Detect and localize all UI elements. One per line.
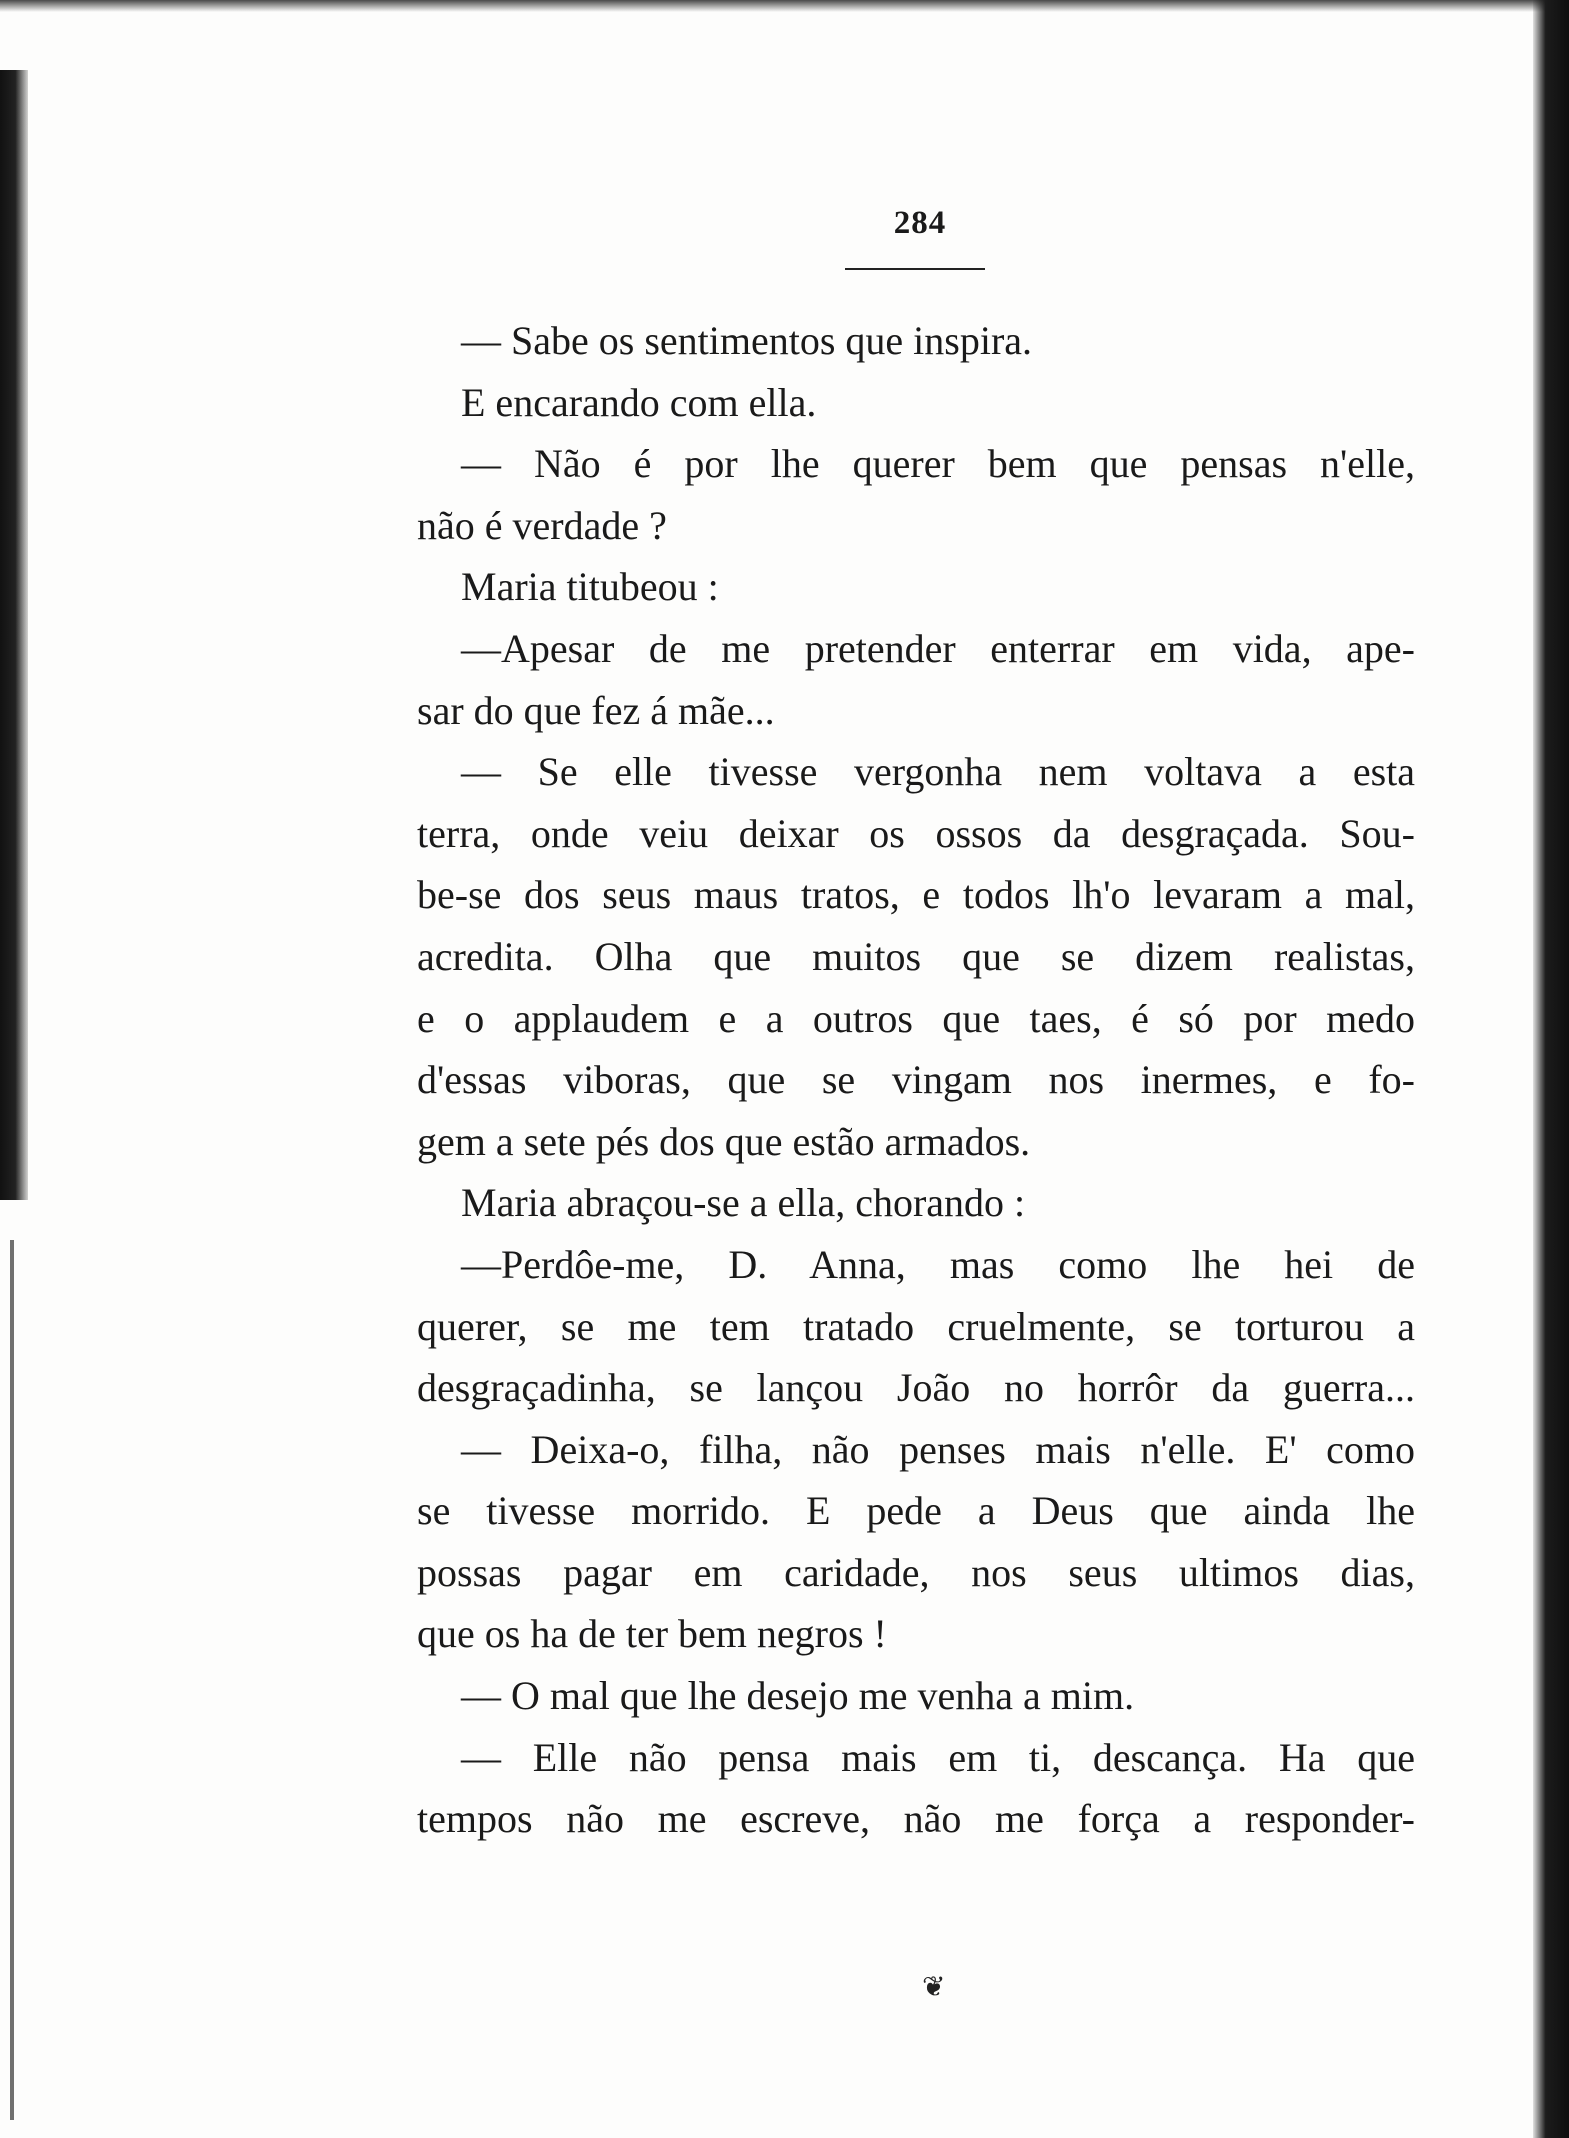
body-text	[417, 310, 1415, 1850]
text-line: — Não é por lhe querer bem que pensas n'elle,	[461, 441, 1415, 487]
text-line: E encarando com ella.	[461, 379, 817, 425]
text-line: — Deixa-o, filha, não penses mais n'elle. E' como	[461, 1426, 1415, 1472]
scan-edge-right	[1533, 0, 1569, 2138]
text-line: sar do que fez á mãe...	[417, 687, 775, 733]
text-line: Maria abraçou-se a ella, chorando :	[461, 1180, 1026, 1226]
text-line: desgraçadinha, se lançou João no horrôr da guerra...	[417, 1365, 1415, 1411]
text-line: —Perdôe-me, D. Anna, mas como lhe hei de	[461, 1241, 1415, 1287]
scan-edge-top	[0, 0, 1569, 12]
text-line: —Apesar de me pretender enterrar em vida, ape-	[461, 625, 1415, 671]
text-line: d'essas viboras, que se vingam nos inermes, e fo-	[417, 1057, 1415, 1103]
ornament-icon: ❦	[922, 1972, 946, 2003]
scan-edge-left-thin	[10, 1240, 14, 2120]
text-line: e o applaudem e a outros que taes, é só por medo	[417, 995, 1415, 1041]
header-rule	[845, 268, 985, 270]
text-line: possas pagar em caridade, nos seus ultimos dias,	[417, 1549, 1415, 1595]
page-number: 284	[893, 205, 947, 241]
text-line: — Elle não pensa mais em ti, descança. Ha que	[461, 1734, 1415, 1780]
text-line: gem a sete pés dos que estão armados.	[417, 1118, 1031, 1164]
text-line: — Sabe os sentimentos que inspira.	[461, 318, 1033, 363]
text-line: be-se dos seus maus tratos, e todos lh'o levaram a mal,	[417, 872, 1415, 918]
text-line: tempos não me escreve, não me força a responder-	[417, 1796, 1415, 1842]
text-line: acredita. Olha que muitos que se dizem realistas,	[417, 933, 1415, 979]
text-line: — Se elle tivesse vergonha nem voltava a esta	[461, 749, 1415, 795]
text-line: Maria titubeou :	[461, 564, 719, 610]
text-line: — O mal que lhe desejo me venha a mim.	[461, 1673, 1135, 1719]
text-line: se tivesse morrido. E pede a Deus que ainda lhe	[417, 1488, 1415, 1534]
text-line: não é verdade ?	[417, 502, 667, 548]
text-line: terra, onde veiu deixar os ossos da desgraçada. Sou-	[417, 810, 1415, 856]
text-line: que os ha de ter bem negros !	[417, 1611, 887, 1657]
text-line: querer, se me tem tratado cruelmente, se torturou a	[417, 1303, 1415, 1349]
